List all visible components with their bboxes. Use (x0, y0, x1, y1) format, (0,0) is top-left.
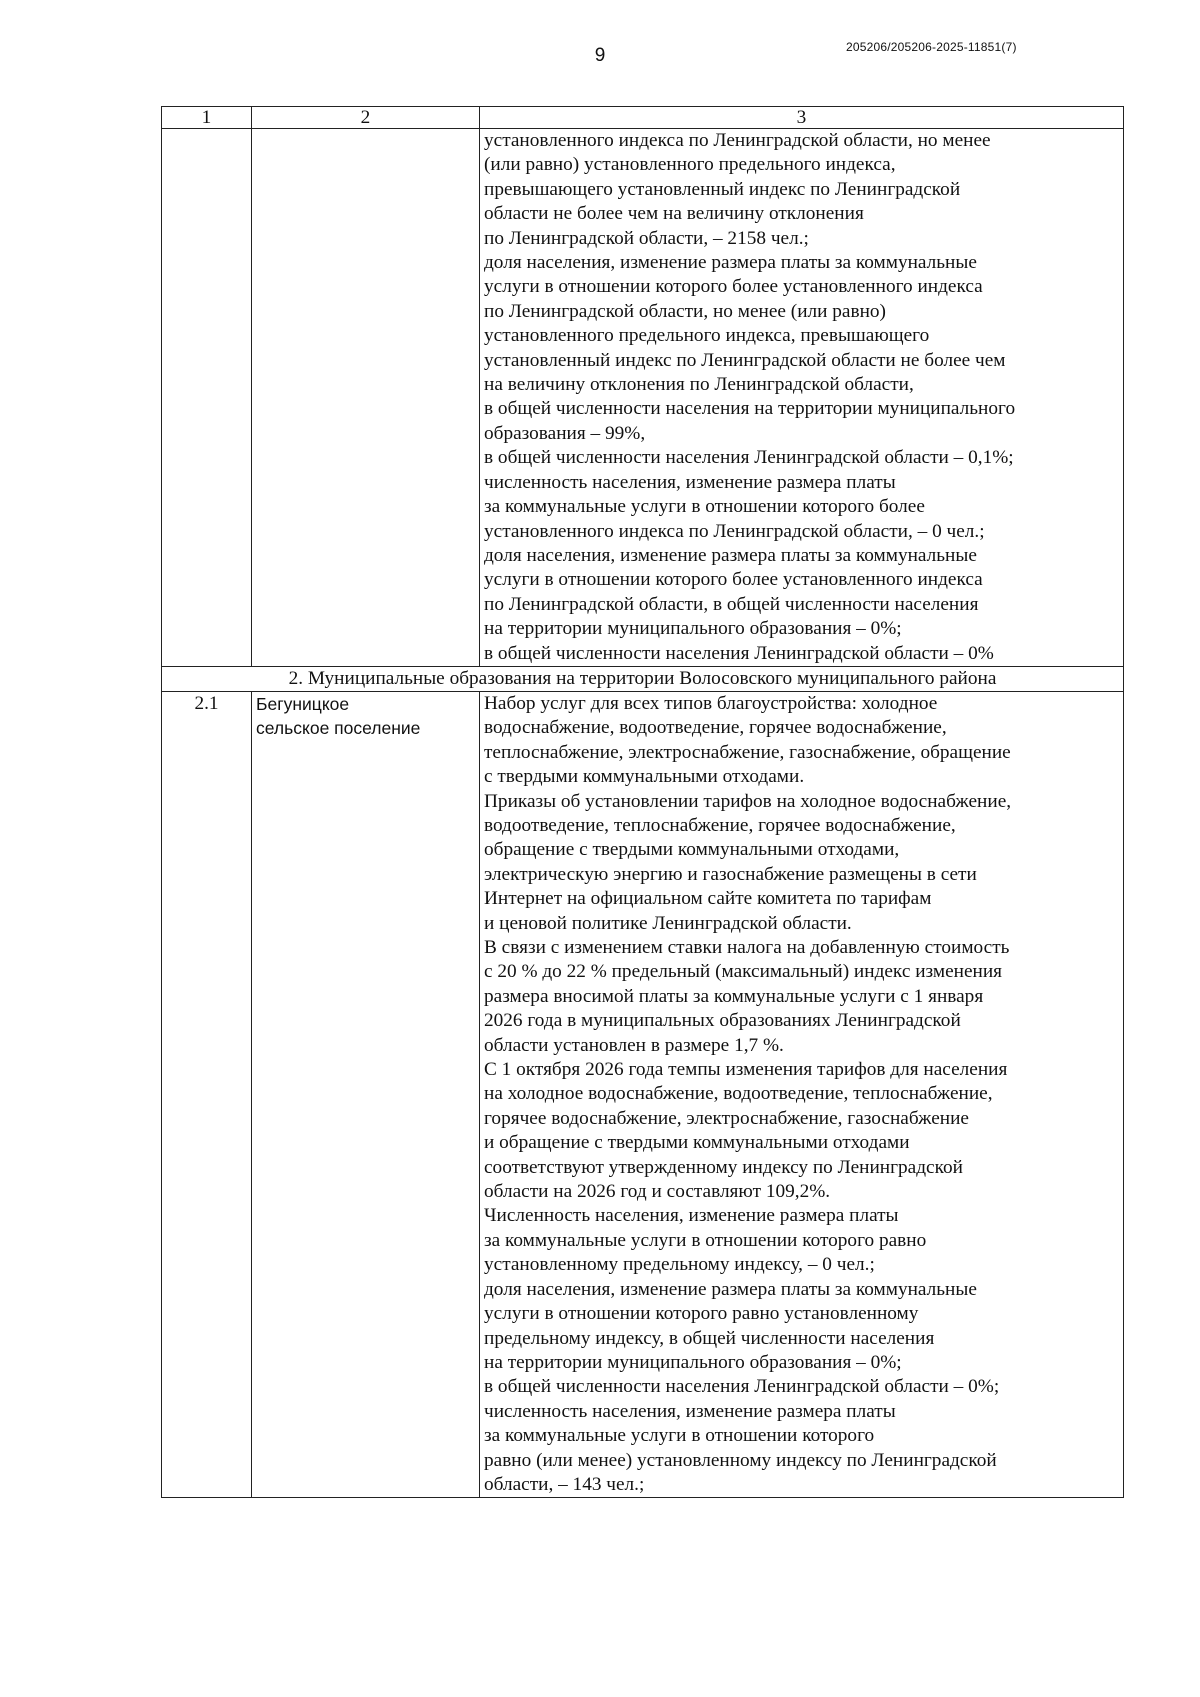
text-line: соответствуют утвержденному индексу по Ленинградской (484, 1156, 963, 1178)
text-line: установленного индекса по Ленинградской области, – 0 чел.; (484, 520, 985, 542)
text-line: (или равно) установленного предельного индекса, (484, 154, 896, 176)
text-line: теплоснабжение, электроснабжение, газоснабжение, обращение (484, 741, 1011, 763)
text-line: области установлен в размере 1,7 %. (484, 1034, 784, 1056)
text-line: за коммунальные услуги в отношении которого равно (484, 1229, 927, 1251)
text-line: по Ленинградской области, в общей численности населения (484, 593, 979, 615)
text-line: предельному индексу, в общей численности населения (484, 1327, 935, 1349)
text-line: доля населения, изменение размера платы за коммунальные (484, 252, 977, 274)
text-line: на холодное водоснабжение, водоотведение, теплоснабжение, (484, 1083, 993, 1105)
settlement-name (252, 691, 480, 1497)
text-line: в общей численности населения Ленинградской области – 0%; (484, 1376, 1000, 1398)
text-line: горячее водоснабжение, электроснабжение, газоснабжение (484, 1107, 969, 1129)
cell-description-text (480, 691, 1124, 1497)
text-line: Численность населения, изменение размера платы (484, 1205, 899, 1227)
section-row (162, 666, 1124, 691)
text-line: за коммунальные услуги в отношении которого (484, 1425, 875, 1447)
text-line: установленный индекс по Ленинградской области не более чем (484, 349, 1006, 371)
text-line: водоотведение, теплоснабжение, горячее водоснабжение, (484, 814, 956, 836)
text-line: доля населения, изменение размера платы за коммунальные (484, 1278, 977, 1300)
text-line: превышающего установленный индекс по Ленинградской (484, 178, 961, 200)
text-line: услуги в отношении которого более установленного индекса (484, 276, 983, 298)
cell-name-empty (252, 129, 480, 667)
text-line: Приказы об установлении тарифов на холодное водоснабжение, (484, 790, 1012, 812)
table-header-row (162, 107, 1124, 129)
text-line: численность населения, изменение размера платы (484, 471, 896, 493)
data-table (161, 106, 1124, 1498)
text-line: и ценовой политике Ленинградской области. (484, 912, 852, 934)
text-line: в общей численности населения на территории муниципального (484, 398, 1016, 420)
text-line: водоснабжение, водоотведение, горячее водоснабжение, (484, 717, 947, 739)
text-line: по Ленинградской области, но менее (или равно) (484, 300, 886, 322)
text-line: области на 2026 год и составляют 109,2%. (484, 1181, 831, 1203)
text-line: по Ленинградской области, – 2158 чел.; (484, 227, 809, 249)
text-line: услуги в отношении которого более установленного индекса (484, 569, 983, 591)
text-line: С 1 октября 2026 года темпы изменения тарифов для населения (484, 1059, 1008, 1081)
text-line: обращение с твердыми коммунальными отходами, (484, 839, 900, 861)
text-line: и обращение с твердыми коммунальными отходами (484, 1132, 910, 1154)
text-line: электрическую энергию и газоснабжение размещены в сети (484, 863, 977, 885)
text-line: области, – 143 чел.; (484, 1473, 645, 1495)
section-title: 2. Муниципальные образования на территории Волосовского муниципального района (162, 666, 1124, 691)
text-line: с твердыми коммунальными отходами. (484, 766, 805, 788)
text-line: с 20 % до 22 % предельный (максимальный) индекс изменения (484, 961, 1003, 983)
row-number: 2.1 (162, 691, 252, 1497)
settlement-name-line: сельское поселение (256, 718, 421, 739)
text-line: области не более чем на величину отклонения (484, 203, 864, 225)
text-line: услуги в отношении которого равно установленному (484, 1303, 919, 1325)
page-number: 9 (594, 45, 606, 66)
table-row-2-1 (162, 691, 1124, 1497)
text-line: равно (или менее) установленному индексу по Ленинградской (484, 1449, 997, 1471)
text-line: в общей численности населения Ленинградской области – 0,1%; (484, 447, 1014, 469)
text-line: образования – 99%, (484, 422, 646, 444)
text-line: численность населения, изменение размера платы (484, 1400, 896, 1422)
document-id: 205206/205206-2025-11851(7) (846, 40, 1017, 54)
text-line: на территории муниципального образования – 0%; (484, 1351, 902, 1373)
column-header-3: 3 (480, 107, 1124, 129)
text-line: Набор услуг для всех типов благоустройства: холодное (484, 692, 938, 714)
text-line: размера вносимой платы за коммунальные услуги с 1 января (484, 985, 984, 1007)
text-line: за коммунальные услуги в отношении которого более (484, 496, 925, 518)
settlement-name-line: Бегуницкое (256, 693, 350, 714)
text-line: установленному предельному индексу, – 0 чел.; (484, 1254, 875, 1276)
text-line: Интернет на официальном сайте комитета по тарифам (484, 888, 932, 910)
column-header-1: 1 (162, 107, 252, 129)
text-line: доля населения, изменение размера платы за коммунальные (484, 544, 977, 566)
text-line: в общей численности населения Ленинградской области – 0% (484, 642, 994, 664)
column-header-2: 2 (252, 107, 480, 129)
table-row-continuation (162, 129, 1124, 667)
text-line: установленного индекса по Ленинградской области, но менее (484, 130, 991, 151)
text-line: 2026 года в муниципальных образованиях Ленинградской (484, 1010, 961, 1032)
cell-number-empty (162, 129, 252, 667)
text-line: на территории муниципального образования – 0%; (484, 618, 902, 640)
text-line: на величину отклонения по Ленинградской области, (484, 374, 914, 396)
cell-continuation-text (480, 129, 1124, 667)
text-line: В связи с изменением ставки налога на добавленную стоимость (484, 937, 1010, 958)
text-line: установленного предельного индекса, превышающего (484, 325, 930, 347)
